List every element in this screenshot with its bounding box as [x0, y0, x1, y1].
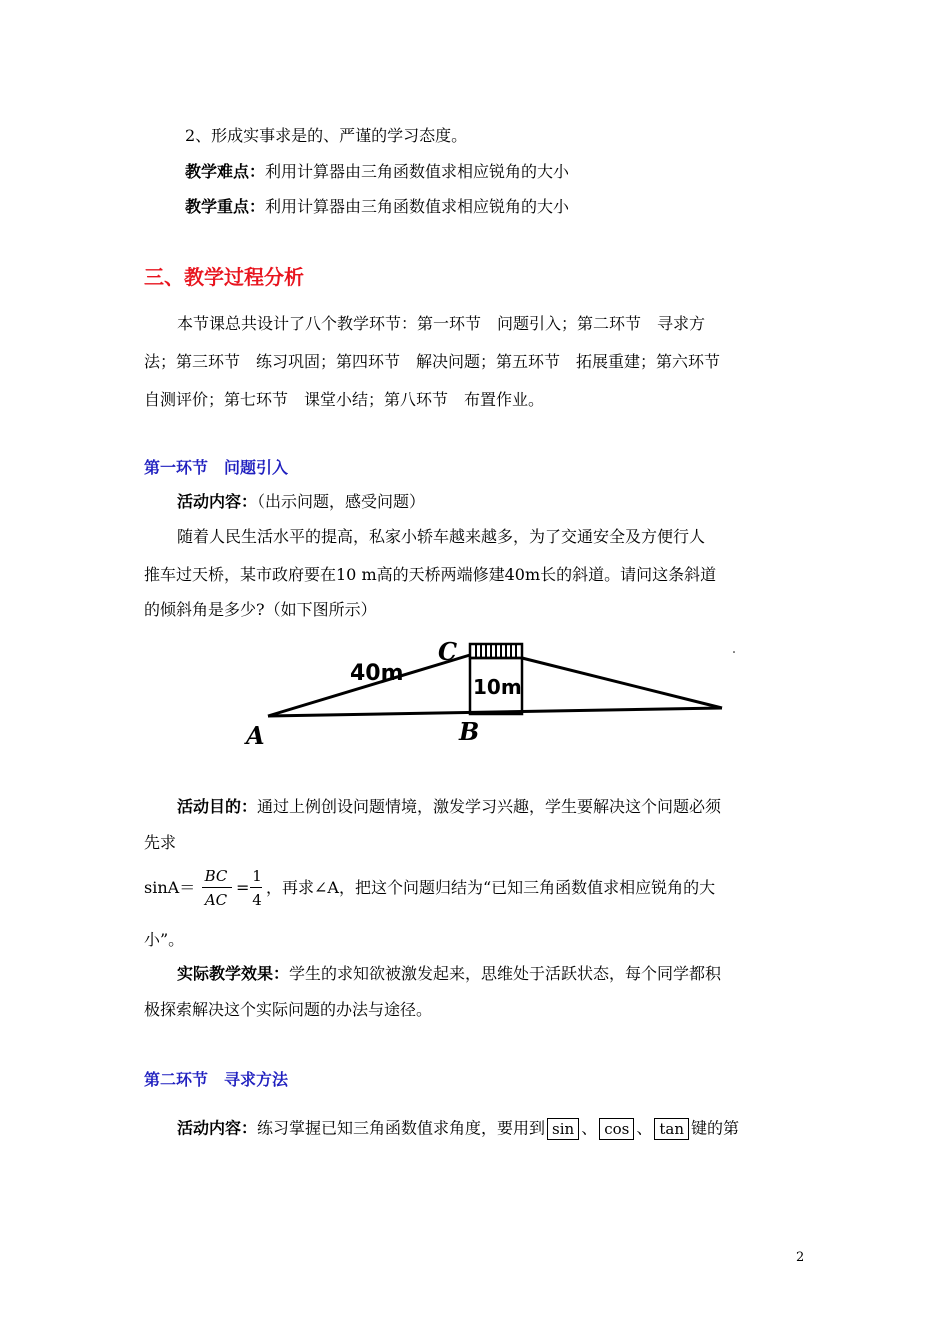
cos-key: cos: [599, 1118, 634, 1140]
label-10m: 10m: [473, 675, 522, 699]
label-b: B: [459, 717, 480, 746]
purpose-line-2: 先求: [144, 833, 177, 852]
effect-line-1: [177, 964, 721, 984]
link-2-activity: [177, 1118, 739, 1140]
frac1-numerator: BC: [204, 867, 228, 885]
label-c: C: [438, 637, 458, 666]
purpose-label: 活动目的：: [177, 797, 258, 816]
deck-railing: [476, 644, 516, 658]
problem-line-2: 推车过天桥，某市政府要在10 m高的天桥两端修建40m长的斜道。请问这条斜道: [144, 565, 717, 584]
teaching-difficulty: [185, 162, 569, 182]
purpose-line-1: [177, 797, 721, 817]
section-3-title: 三、教学过程分析: [144, 265, 304, 289]
frac2-bar: [250, 887, 262, 888]
frac-equals: =: [236, 878, 250, 897]
teaching-keypoint: [185, 197, 569, 217]
frac1-bar: [202, 887, 232, 888]
link-2-activity-label: 活动内容：: [177, 1118, 258, 1138]
sin-lhs: sinA＝: [144, 878, 196, 897]
link-2-activity-text: 练习掌握已知三角函数值求角度，要用到: [257, 1118, 546, 1138]
link-1-activity-label: 活动内容：: [177, 492, 258, 511]
link-1-activity-text: （出示问题，感受问题）: [257, 492, 426, 511]
page-number: 2: [796, 1250, 805, 1265]
purpose-text: 通过上例创设问题情境，激发学习兴趣，学生要解决这个问题必须: [257, 797, 722, 816]
key-sep-1: 、: [581, 1118, 598, 1138]
overview-line-2: 法；第三环节 练习巩固；第四环节 解决问题；第五环节 拓展重建；第六环节: [144, 352, 721, 371]
goal-2: 2、形成实事求是的、严谨的学习态度。: [185, 126, 468, 145]
tan-key: tan: [654, 1118, 689, 1140]
problem-line-3: 的倾斜角是多少?（如下图所示）: [144, 600, 377, 619]
problem-line-1: 随着人民生活水平的提高，私家小轿车越来越多，为了交通安全及方便行人: [177, 527, 706, 546]
slope-right: [522, 658, 722, 708]
keypoint-text: 利用计算器由三角函数值求相应锐角的大小: [265, 197, 570, 216]
frac2-numerator: 1: [252, 867, 262, 885]
link-1-activity: [177, 492, 425, 512]
frac1-denominator: AC: [204, 891, 228, 909]
overview-line-3: 自测评价；第七环节 课堂小结；第八环节 布置作业。: [144, 390, 545, 409]
sin-tail: ，再求∠A，把这个问题归结为“已知三角函数值求相应锐角的大: [266, 878, 716, 897]
effect-label: 实际教学效果：: [177, 964, 290, 983]
link-1-title: 第一环节 问题引入: [144, 458, 289, 477]
difficulty-label: 教学难点：: [185, 162, 266, 181]
bridge-diagram: [240, 636, 760, 756]
overview-line-1: 本节课总共设计了八个教学环节：第一环节 问题引入；第二环节 寻求方: [177, 314, 706, 333]
difficulty-text: 利用计算器由三角函数值求相应锐角的大小: [265, 162, 570, 181]
keypoint-label: 教学重点：: [185, 197, 266, 216]
effect-line-2: 极探索解决这个实际问题的办法与途径。: [144, 1000, 433, 1019]
sin-key: sin: [547, 1118, 579, 1140]
link-2-tail: 键的第: [691, 1118, 740, 1138]
stray-dot: [733, 651, 735, 653]
link-2-title: 第二环节 寻求方法: [144, 1070, 289, 1089]
sin-tail-2: 小”。: [144, 930, 185, 949]
label-40m: 40m: [350, 661, 404, 686]
key-sep-2: 、: [636, 1118, 653, 1138]
label-a: A: [246, 721, 265, 750]
effect-text: 学生的求知欲被激发起来，思维处于活跃状态，每个同学都积: [289, 964, 722, 983]
frac2-denominator: 4: [252, 891, 262, 909]
